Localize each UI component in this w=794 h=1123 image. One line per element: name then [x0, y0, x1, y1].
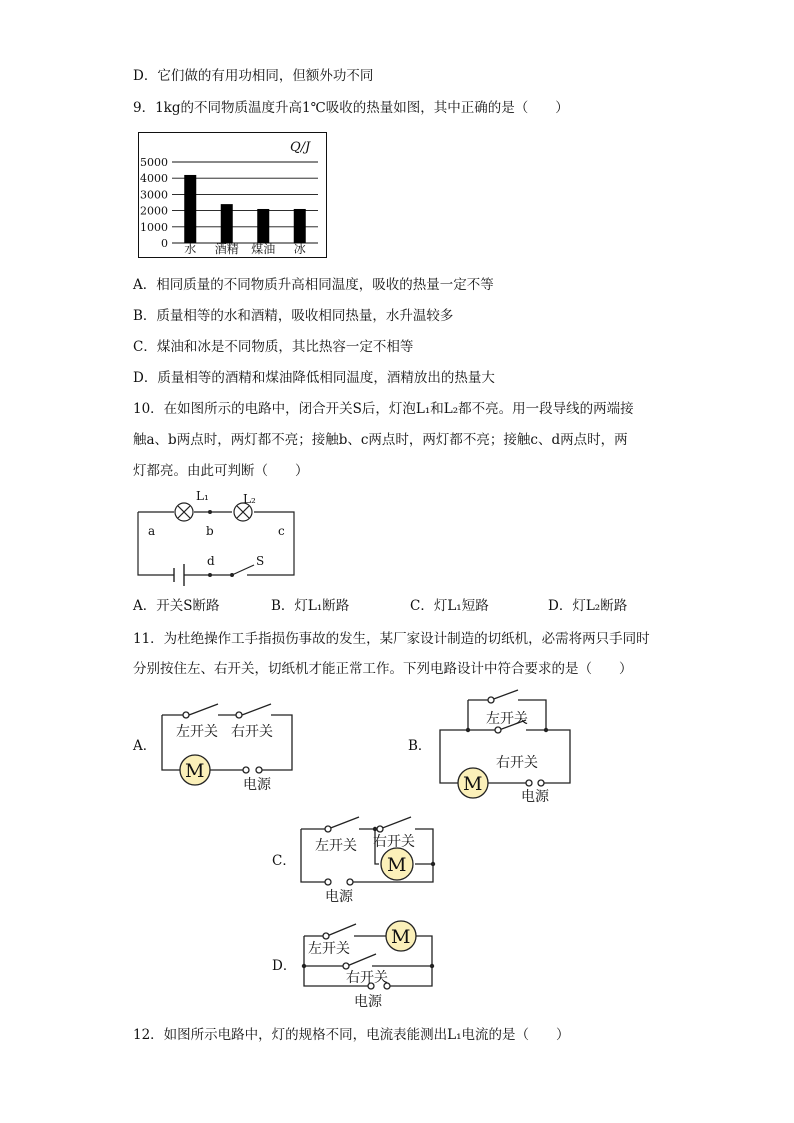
q10-option-d[interactable]: D．灯L₂断路: [548, 598, 628, 614]
left-switch-label: 左开关: [176, 724, 218, 740]
q10-option-c[interactable]: C．灯L₁短路: [410, 598, 489, 614]
chart-bar: [184, 175, 196, 243]
q11-question-line-2: 分别按住左、右开关，切纸机才能正常工作。下列电路设计中符合要求的是（ ）: [133, 661, 633, 677]
motor-label: M: [463, 773, 483, 795]
y-tick-label: 0: [161, 237, 168, 250]
motor-label: M: [185, 760, 205, 782]
y-tick-label: 3000: [140, 188, 168, 202]
x-tick-label: 煤油: [251, 242, 276, 256]
q9-option-d[interactable]: D．质量相等的酒精和煤油降低相同温度，酒精放出的热量大: [133, 370, 495, 386]
chart-bar: [221, 204, 233, 243]
power-source-label: 电源: [521, 789, 549, 805]
x-tick-label: 酒精: [214, 242, 239, 256]
q10-question-line-1: 10．在如图所示的电路中，闭合开关S后，灯泡L₁和L₂都不亮。用一段导线的两端接: [133, 401, 634, 417]
q10-circuit-diagram: [130, 488, 310, 583]
power-source-label: 电源: [243, 777, 271, 793]
q9-question: 9．1kg的不同物质温度升高1℃吸收的热量如图，其中正确的是（ ）: [133, 100, 569, 116]
q9-option-a[interactable]: A．相同质量的不同物质升高相同温度，吸收的热量一定不等: [133, 277, 494, 293]
label-d: d: [207, 554, 215, 568]
label-b: b: [206, 524, 214, 538]
q11-circuit-c[interactable]: [297, 812, 447, 907]
motor-label: M: [391, 926, 411, 948]
label-a: a: [148, 524, 156, 538]
q9-option-b[interactable]: B．质量相等的水和酒精，吸收相同热量，水升温较多: [133, 308, 454, 324]
q11-option-c-label[interactable]: C．: [272, 853, 296, 869]
q11-option-a-label[interactable]: A．: [133, 738, 157, 754]
q9-option-c[interactable]: C．煤油和冰是不同物质，其比热容一定不相等: [133, 339, 414, 355]
q10-option-b[interactable]: B．灯L₁断路: [271, 598, 350, 614]
q11-question-line-1: 11．为杜绝操作工手指损伤事故的发生，某厂家设计制造的切纸机，必需将两只手同时: [133, 631, 650, 647]
power-source-label: 电源: [354, 994, 382, 1010]
right-switch-label: 右开关: [373, 834, 415, 850]
label-s: S: [256, 554, 265, 568]
heat-bar-chart: [138, 132, 328, 262]
left-switch-label: 左开关: [308, 941, 350, 957]
label-l2: L₂: [243, 492, 256, 506]
q11-circuit-b[interactable]: [436, 690, 576, 805]
x-tick-label: 水: [184, 242, 197, 256]
chart-y-label: Q/J: [290, 140, 311, 155]
chart-bar: [294, 209, 306, 243]
q11-option-d-label[interactable]: D．: [272, 958, 297, 974]
q11-option-b-label[interactable]: B．: [408, 738, 432, 754]
right-switch-label: 右开关: [346, 970, 388, 986]
y-tick-label: 5000: [140, 156, 168, 169]
left-switch-label: 左开关: [486, 711, 528, 727]
q8-option-d: D．它们做的有用功相同，但额外功不同: [133, 68, 374, 84]
label-l1: L₁: [196, 489, 209, 503]
motor-label: M: [387, 854, 407, 876]
label-c: c: [278, 524, 285, 538]
left-switch-label: 左开关: [315, 838, 357, 854]
q11-circuit-d[interactable]: [300, 918, 445, 1013]
y-tick-label: 1000: [140, 220, 168, 234]
q10-question-line-3: 灯都亮。由此可判断（ ）: [133, 463, 309, 479]
x-tick-label: 冰: [293, 242, 306, 256]
y-tick-label: 4000: [140, 172, 168, 186]
right-switch-label: 右开关: [496, 755, 538, 771]
right-switch-label: 右开关: [231, 724, 273, 740]
q11-circuit-a[interactable]: [158, 700, 298, 793]
power-source-label: 电源: [325, 889, 353, 905]
chart-bar: [257, 209, 269, 243]
q10-question-line-2: 触a、b两点时，两灯都不亮；接触b、c两点时，两灯都不亮；接触c、d两点时，两: [133, 432, 628, 448]
y-tick-label: 2000: [140, 204, 168, 218]
q12-question: 12．如图所示电路中，灯的规格不同，电流表能测出L₁电流的是（ ）: [133, 1027, 570, 1043]
q10-option-a[interactable]: A．开关S断路: [133, 598, 220, 614]
